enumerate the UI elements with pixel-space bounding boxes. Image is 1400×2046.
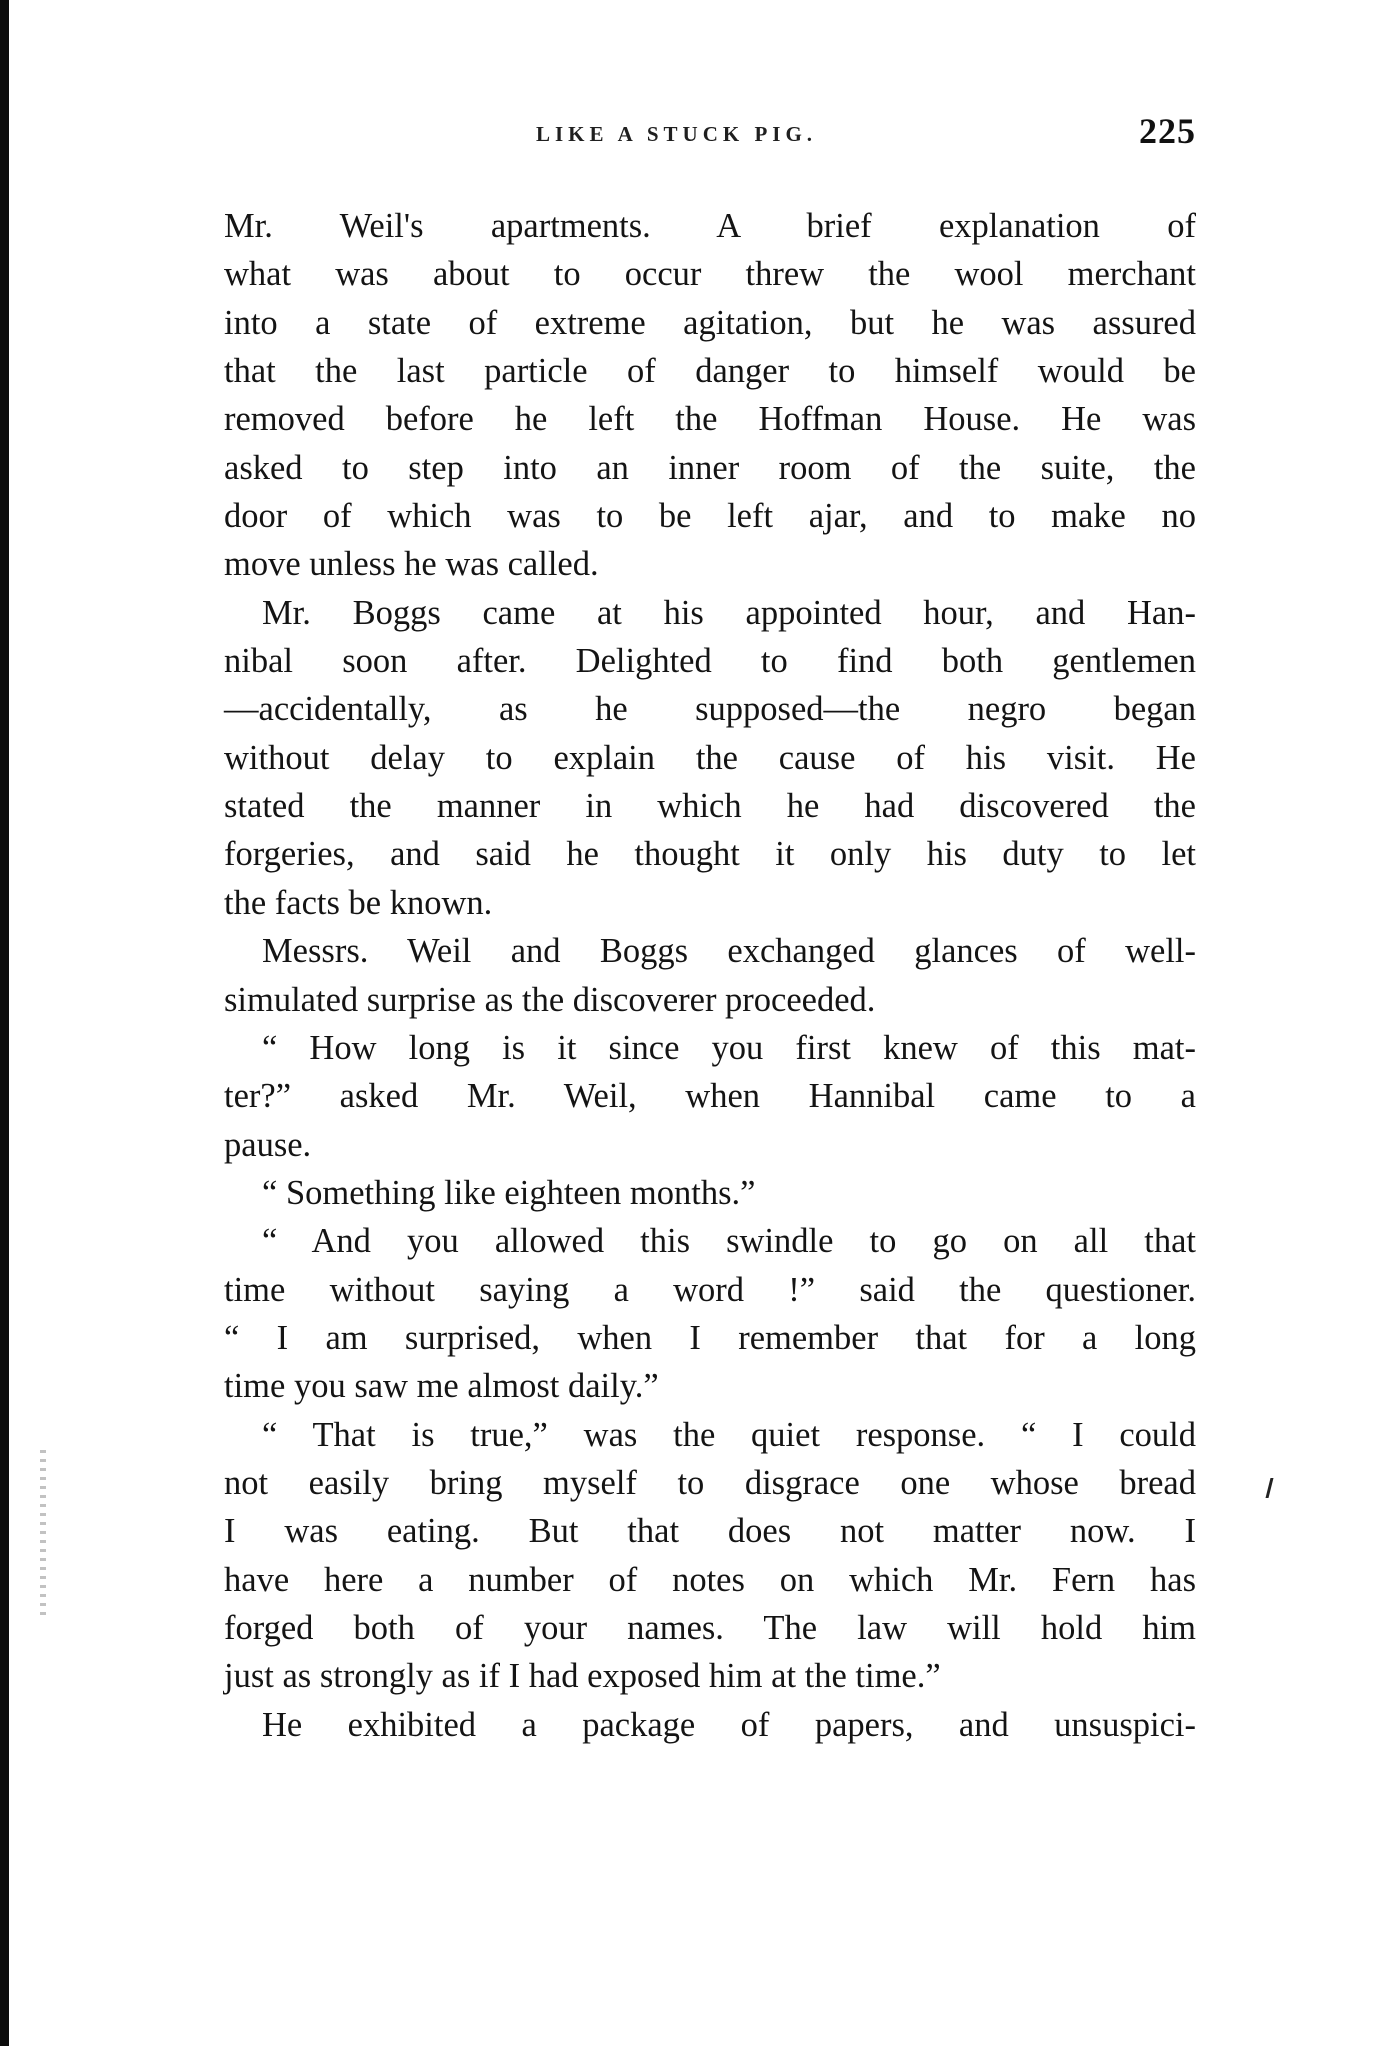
text-line: asked to step into an inner room of the suite, the [224, 448, 1196, 487]
text-line: He exhibited a package of papers, and unsuspici- [262, 1705, 1196, 1744]
text-line: nibal soon after. Delighted to find both gentlemen [224, 642, 1196, 681]
text-line: into a state of extreme agitation, but he was assured [224, 303, 1196, 342]
paragraph [224, 202, 1196, 589]
paragraph [224, 1169, 1196, 1217]
text-line: “ That is true,” was the quiet response. “ I could [262, 1415, 1196, 1454]
text-line: “ How long is it since you first knew of this mat- [262, 1028, 1196, 1067]
stray-ink-mark [1266, 1478, 1274, 1498]
running-head: LIKE A STUCK PIG. [536, 122, 818, 146]
text-line: pause. [224, 1125, 312, 1164]
text-line: ter?” asked Mr. Weil, when Hannibal came to a [224, 1077, 1196, 1116]
body-text [224, 202, 1196, 1749]
text-line: removed before he left the Hoffman House. He was [224, 400, 1196, 439]
text-line: Mr. Boggs came at his appointed hour, and Han- [262, 593, 1196, 632]
text-line: stated the manner in which he had discovered the [224, 787, 1196, 826]
text-line: door of which was to be left ajar, and to make no [224, 497, 1196, 536]
text-line: forged both of your names. The law will hold him [224, 1608, 1196, 1647]
text-line: “ And you allowed this swindle to go on all that [262, 1222, 1196, 1261]
paragraph [224, 1411, 1196, 1701]
text-line: Messrs. Weil and Boggs exchanged glances of well- [262, 932, 1196, 971]
text-line: the facts be known. [224, 883, 493, 922]
text-line: without delay to explain the cause of his visit. He [224, 738, 1196, 777]
text-line: just as strongly as if I had exposed him at the time.” [224, 1657, 941, 1696]
text-line: simulated surprise as the discoverer proceeded. [224, 980, 876, 1019]
text-line: what was about to occur threw the wool merchant [224, 255, 1196, 294]
paragraph [224, 1701, 1196, 1749]
text-line: I was eating. But that does not matter now. I [224, 1512, 1196, 1551]
text-line: time without saying a word !” said the questioner. [224, 1270, 1196, 1309]
scan-speckle [40, 1450, 46, 1620]
paragraph [224, 1024, 1196, 1169]
text-line: time you saw me almost daily.” [224, 1367, 659, 1406]
paragraph [224, 589, 1196, 927]
text-line: have here a number of notes on which Mr. Fern has [224, 1560, 1196, 1599]
text-line: “ Something like eighteen months.” [262, 1173, 756, 1212]
text-line: forgeries, and said he thought it only his duty to let [224, 835, 1196, 874]
page-header [224, 111, 1196, 158]
text-line: —accidentally, as he supposed—the negro began [224, 690, 1196, 729]
page-edge-shadow [0, 0, 9, 2046]
text-line: not easily bring myself to disgrace one whose bread [224, 1463, 1196, 1502]
text-line: move unless he was called. [224, 545, 599, 584]
text-line: that the last particle of danger to himself would be [224, 352, 1196, 391]
paragraph [224, 927, 1196, 1024]
page-number: 225 [1139, 111, 1196, 151]
text-line: “ I am surprised, when I remember that for a long [224, 1318, 1196, 1357]
paragraph [224, 1217, 1196, 1410]
text-line: Mr. Weil's apartments. A brief explanation of [224, 207, 1196, 245]
